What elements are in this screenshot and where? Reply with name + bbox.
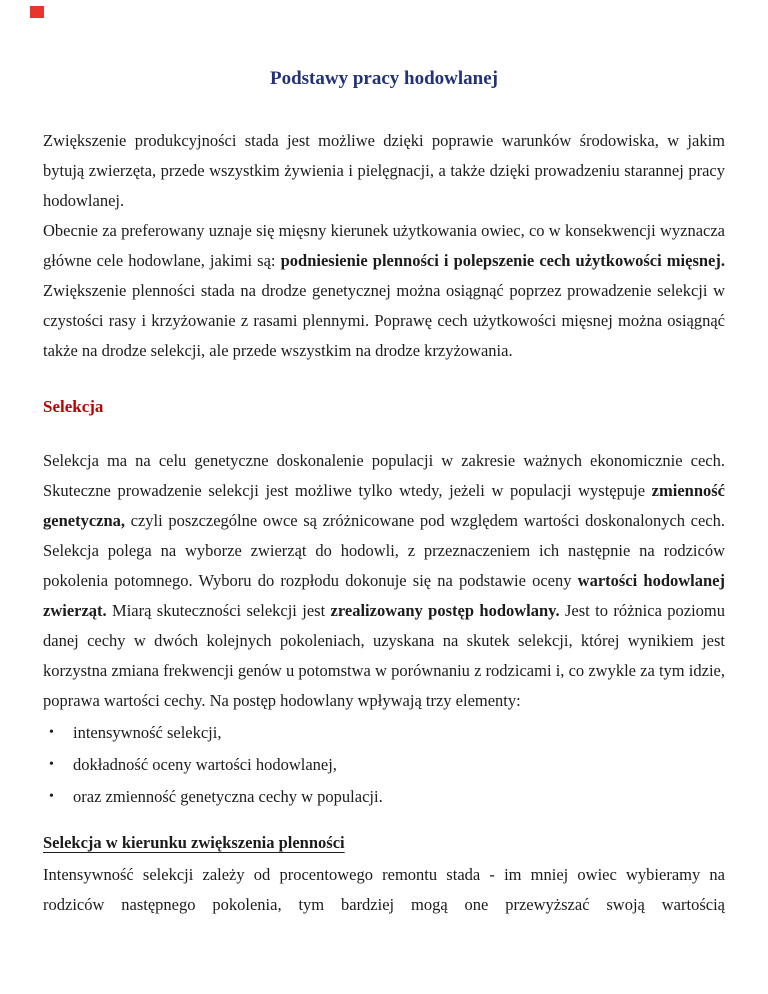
list-item-text: oraz zmienność genetyczna cechy w populacji. [73, 787, 383, 806]
red-corner-marker [30, 6, 44, 18]
paragraph-goals-bold-1: podniesienie plenności i polepszenie cech użytkowości mięsnej. [280, 251, 726, 270]
paragraph-selekcja [43, 446, 725, 716]
paragraph-selekcja-bold-2: wartości hodowlanej zwierząt. [43, 571, 725, 620]
bullet-icon: • [49, 757, 54, 772]
paragraph-selekcja-text-4: Jest to różnica poziomu danej cechy w dwóch kolejnych pokoleniach, uzyskana na skutek selekcji, której wynikiem jest korzystna zmiana frekwencji genów u potomstwa w porównaniu z rodzicami i, co zwykle za tym idzie, poprawa wartości cechy. Na postęp hodowlany wpływają trzy elementy: [43, 601, 725, 710]
paragraph-selekcja-text-1: Selekcja ma na celu genetyczne doskonalenie populacji w zakresie ważnych ekonomicznie cech. Skuteczne prowadzenie selekcji jest możliwe tylko wtedy, jeżeli w populacji występuje [43, 451, 725, 500]
paragraph-goals [43, 216, 725, 366]
paragraph-goals-text-1: Obecnie za preferowany uznaje się mięsny kierunek użytkowania owiec, co w konsekwencji wyznacza główne cele hodowlane, jakimi są: [43, 221, 725, 270]
list-item [43, 750, 725, 780]
list-item [43, 718, 725, 748]
document-title: Podstawy pracy hodowlanej [269, 68, 498, 89]
list-item [43, 782, 725, 812]
section-heading-selekcja: Selekcja [43, 397, 104, 416]
bullet-list [43, 718, 725, 812]
paragraph-selekcja-text-2: czyli poszczególne owce są zróżnicowane pod względem wartości doskonalonych cech. Selekcja polega na wyborze zwierząt do hodowli, z przeznaczeniem ich następnie na rodziców pokolenia potomnego. Wyboru do rozpłodu dokonuje się na podstawie oceny [43, 511, 725, 590]
list-item-text: intensywność selekcji, [73, 723, 222, 742]
section-heading-selekcja-plennosc: Selekcja w kierunku zwiększenia plenności [43, 833, 345, 852]
bullet-icon: • [49, 725, 54, 740]
paragraph-intro: Zwiększenie produkcyjności stada jest możliwe dzięki poprawie warunków środowiska, w jakim bytują zwierzęta, przede wszystkim żywienia i pielęgnacji, a także dzięki prowadzeniu starannej pracy hodowlanej. [43, 131, 725, 210]
paragraph-goals-text-2: Zwiększenie plenności stada na drodze genetycznej można osiągnąć poprzez prowadzenie selekcji w czystości rasy i krzyżowanie z rasami plennymi. Poprawę cech użytkowości mięsnej można osiągnąć także na drodze selekcji, ale przede wszystkim na drodze krzyżowania. [43, 281, 725, 360]
paragraph-selekcja-bold-1: zmienność genetyczna, [43, 481, 725, 530]
paragraph-selekcja-bold-3: zrealizowany postęp hodowlany. [330, 601, 560, 620]
list-item-text: dokładność oceny wartości hodowlanej, [73, 755, 337, 774]
bullet-icon: • [49, 789, 54, 804]
paragraph-selekcja-text-3: Miarą skuteczności selekcji jest [106, 601, 331, 620]
paragraph-intensywnosc: Intensywność selekcji zależy od procentowego remontu stada - im mniej owiec wybieramy na rodziców następnego pokolenia, tym bardziej mogą one przewyższać swoją wartością [43, 865, 725, 914]
